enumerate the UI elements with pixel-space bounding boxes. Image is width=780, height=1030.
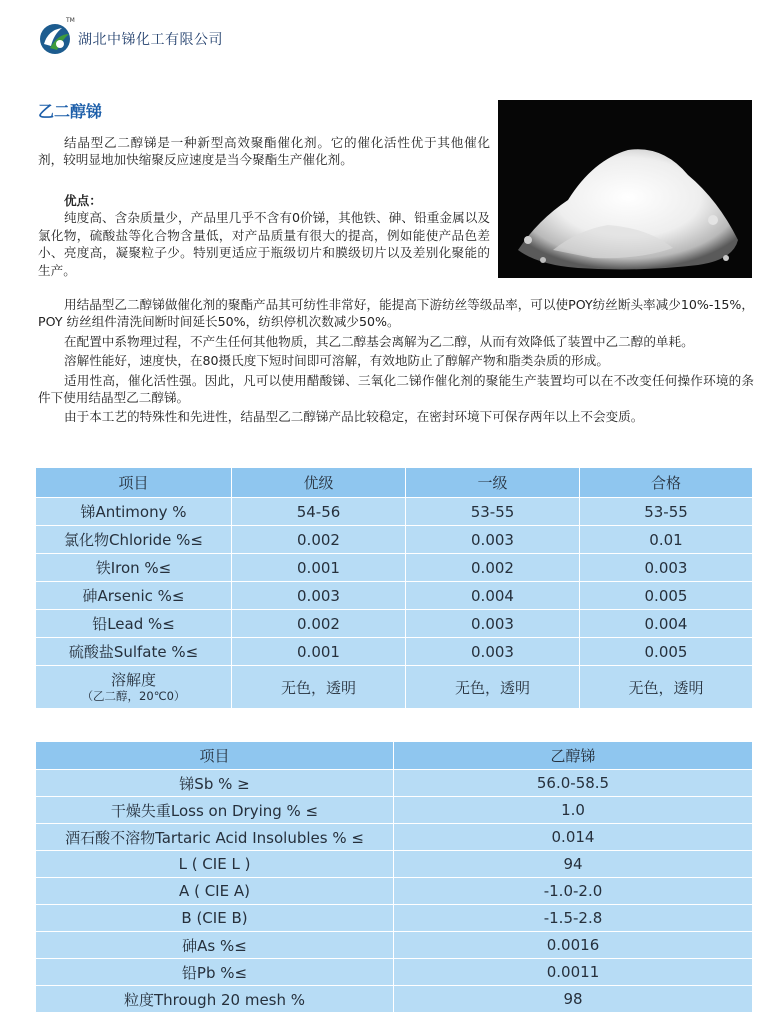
table-cell: 粒度Through 20 mesh % [36,986,394,1013]
table-cell: 94 [394,851,753,878]
table-cell: 干燥失重Loss on Drying % ≤ [36,797,394,824]
paragraph: 在配置中系物理过程，不产生任何其他物质，其乙二醇基会离解为乙二醇，从而有效降低了装置中乙二醇的单耗。 [64,333,694,349]
table-header-cell: 项目 [36,468,232,498]
table-header-row [36,468,753,498]
solubility-sublabel: （乙二醇，20℃0） [81,688,186,703]
page-title: 乙二醇锑 [38,102,103,121]
table-cell: 54-56 [232,498,406,526]
intro-text [38,134,490,169]
table-cell: 砷Arsenic %≤ [36,582,232,610]
table-header-cell: 优级 [232,468,406,498]
trademark-mark: TM [66,17,75,24]
table-header-cell: 乙醇锑 [394,742,753,770]
table-cell: 0.005 [580,638,753,666]
table-cell: 无色，透明 [232,666,406,709]
table-row [36,932,753,959]
table-header-cell: 合格 [580,468,753,498]
advantages-label: 优点： [64,193,102,208]
table-cell: 53-55 [406,498,580,526]
table-cell: 0.004 [580,610,753,638]
table-cell: 1.0 [394,797,753,824]
company-logo-icon [38,17,75,56]
table-row [36,610,753,638]
table-row [36,666,753,709]
intro-paragraph: 结晶型乙二醇锑是一种新型高效聚酯催化剂。它的催化活性优于其他催化剂，较明显地加快缩聚反应速度是当今聚酯生产催化剂。 [38,135,490,168]
paragraph: 溶解性能好，速度快，在80摄氏度下短时间即可溶解，有效地防止了醇解产物和脂类杂质的形成。 [64,353,609,369]
table-cell: 0.004 [406,582,580,610]
table-row [36,797,753,824]
paragraph: 用结晶型乙二醇锑做催化剂的聚酯产品其可纺性非常好，能提高下游纺丝等级品率，可以使POY纺丝断头率减少10%-15%，POY 纺丝组件清洗间断时间延长50%，纺织停机次数减少50%。 [38,297,754,330]
table-cell: 0.003 [406,638,580,666]
table-cell: 氯化物Chloride %≤ [36,526,232,554]
table-cell: 砷As %≤ [36,932,394,959]
table-cell: 0.003 [406,610,580,638]
paragraph: 由于本工艺的特殊性和先进性，结晶型乙二醇锑产品比较稳定，在密封环境下可保存两年以上不会变质。 [64,409,644,425]
table-row [36,824,753,851]
table-cell: 0.001 [232,638,406,666]
table-row [36,526,753,554]
table-row [36,770,753,797]
table-cell: -1.5-2.8 [394,905,753,932]
table-header-row [36,742,753,770]
table-header-cell: 一级 [406,468,580,498]
solubility-label: 溶解度 [110,670,156,689]
table-header-cell: 项目 [36,742,394,770]
table-row [36,959,753,986]
table-cell: B (CIE B) [36,905,394,932]
table-cell: 铁Iron %≤ [36,554,232,582]
table-cell: 0.01 [580,526,753,554]
table-cell: 0.002 [232,610,406,638]
advantages-section [38,192,490,279]
description-text [38,296,754,428]
table-cell: 98 [394,986,753,1013]
table-cell: 酒石酸不溶物Tartaric Acid Insolubles % ≤ [36,824,394,851]
table-row [36,851,753,878]
table-row [36,582,753,610]
table-row [36,638,753,666]
table-cell: 铅Pb %≤ [36,959,394,986]
table-cell: -1.0-2.0 [394,878,753,905]
table-cell: 0.003 [406,526,580,554]
table-row [36,878,753,905]
table-cell: 锑Sb % ≥ [36,770,394,797]
table-cell: 0.014 [394,824,753,851]
table-cell: L ( CIE L ) [36,851,394,878]
table-cell: 0.003 [580,554,753,582]
table-cell: 53-55 [580,498,753,526]
table-cell: 锑Antimony % [36,498,232,526]
page-header [38,17,223,56]
company-name: 湖北中锑化工有限公司 [78,32,223,48]
table-cell: 56.0-58.5 [394,770,753,797]
table-cell: A ( CIE A) [36,878,394,905]
table-row [36,986,753,1013]
white-powder-photo [498,100,752,278]
table-cell: 0.002 [406,554,580,582]
table-row [36,498,753,526]
table-row [36,905,753,932]
paragraph: 适用性高，催化活性强。因此，凡可以使用醋酸锑、三氧化二锑作催化剂的聚能生产装置均可以在不改变任何操作环境的条件下使用结晶型乙二醇锑。 [38,372,754,406]
spec-table-grades [35,467,753,709]
table-cell: 0.003 [232,582,406,610]
table-cell: 无色，透明 [580,666,753,709]
table-cell: 0.0011 [394,959,753,986]
table-cell [36,666,232,709]
table-row [36,554,753,582]
table-cell: 0.0016 [394,932,753,959]
table-cell: 0.001 [232,554,406,582]
table-cell: 0.002 [232,526,406,554]
table-cell: 硫酸盐Sulfate %≤ [36,638,232,666]
table-cell: 0.005 [580,582,753,610]
spec-table-ethylene-antimony [35,741,753,1013]
table-cell: 铅Lead %≤ [36,610,232,638]
table-cell: 无色，透明 [406,666,580,709]
advantages-paragraph: 纯度高、含杂质量少，产品里几乎不含有0价锑，其他铁、砷、铅重金属以及氯化物，硫酸盐等化合物含量低，对产品质量有很大的提高，例如能使产品色差小、亮度高，凝聚粒子少。特别更适应于瓶级切片和膜级切片以及差别化聚能的生产。 [38,210,490,278]
